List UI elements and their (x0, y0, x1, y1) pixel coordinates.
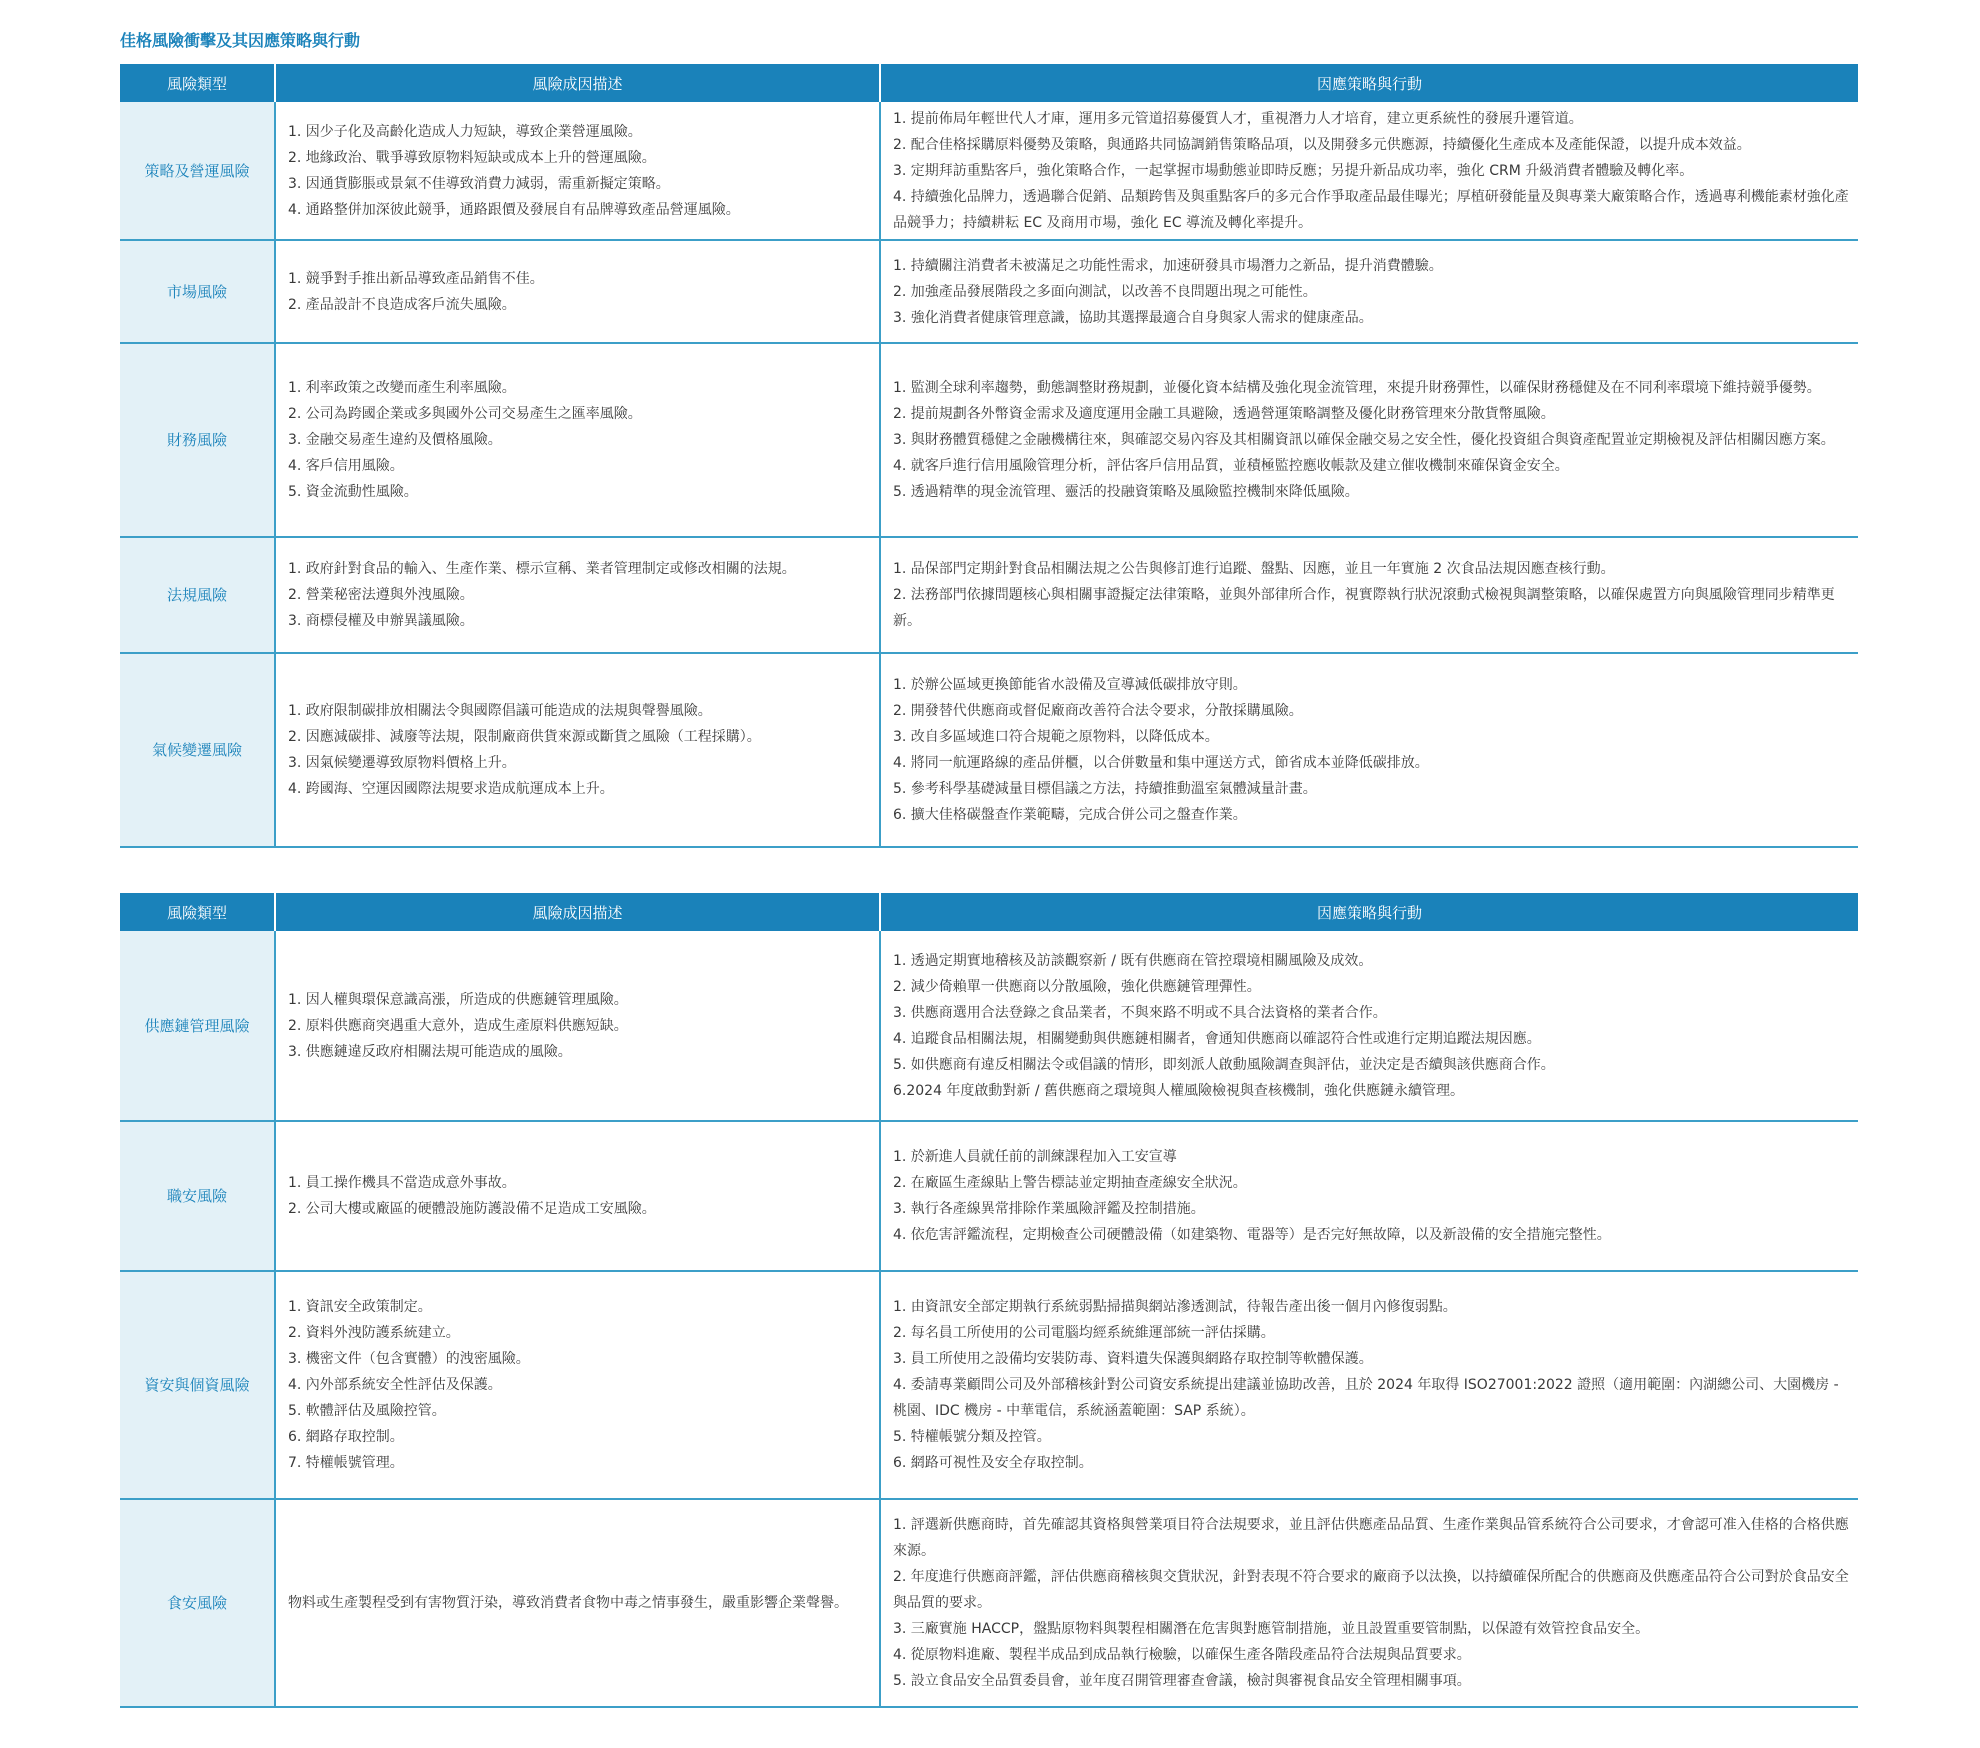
strategy-cell (880, 240, 1858, 343)
risk-cause-item: 1. 員工操作機具不當造成意外事故。 (288, 1175, 516, 1191)
table-row (120, 931, 1858, 1121)
risk-type-cell: 氣候變遷風險 (120, 653, 275, 847)
strategy-cell (880, 653, 1858, 847)
risk-cause-item: 1. 政府限制碳排放相關法令與國際倡議可能造成的法規與聲譽風險。 (288, 703, 712, 719)
risk-cause-item: 4. 客戶信用風險。 (288, 458, 404, 474)
risk-cause-item: 2. 地緣政治、戰爭導致原物料短缺或成本上升的營運風險。 (288, 149, 656, 166)
risk-cause-item: 4. 內外部系統安全性評估及保護。 (288, 1377, 502, 1393)
table-header-row (120, 64, 1858, 102)
table-row (120, 102, 1858, 240)
risk-cause-item: 7. 特權帳號管理。 (288, 1455, 404, 1471)
strategy-cell (880, 102, 1858, 240)
strategy-item: 1. 透過定期實地稽核及訪談觀察新 / 既有供應商在管控環境相關風險及成效。 (893, 952, 1373, 969)
risk-cause-item: 1. 因少子化及高齡化造成人力短缺，導致企業營運風險。 (288, 123, 642, 140)
risk-cause-item: 2. 資料外洩防護系統建立。 (288, 1325, 460, 1341)
header-strategy: 因應策略與行動 (880, 893, 1858, 931)
table-row (120, 537, 1858, 653)
strategy-item: 4. 將同一航運路線的產品併櫃，以合併數量和集中運送方式，節省成本並降低碳排放。 (893, 755, 1429, 771)
risk-cause-item: 2. 因應減碳排、減廢等法規，限制廠商供貨來源或斷貨之風險（工程採購）。 (288, 729, 761, 745)
strategy-item: 3. 強化消費者健康管理意識，協助其選擇最適合自身與家人需求的健康產品。 (893, 309, 1373, 326)
risk-cause-cell (275, 931, 880, 1121)
strategy-item: 4. 持續強化品牌力，透過聯合促銷、品類跨售及與重點客戶的多元合作爭取產品最佳曝光；厚植研發能量及與專業大廠策略合作，透過專利機能素材強化產品競爭力；持續耕耘 EC 及商用市場，強化 EC 導流及轉化率提升。 (893, 188, 1849, 231)
risk-table-1 (120, 64, 1858, 848)
strategy-item: 6. 網路可視性及安全存取控制。 (893, 1455, 1093, 1471)
strategy-cell (880, 1499, 1858, 1707)
risk-cause-cell (275, 1121, 880, 1271)
strategy-item: 3. 定期拜訪重點客戶，強化策略合作，一起掌握市場動態並即時反應；另提升新品成功率，強化 CRM 升級消費者體驗及轉化率。 (893, 162, 1694, 179)
risk-cause-item: 3. 金融交易產生違約及價格風險。 (288, 432, 502, 448)
risk-cause-item: 2. 公司為跨國企業或多與國外公司交易產生之匯率風險。 (288, 406, 642, 422)
risk-cause-cell (275, 1271, 880, 1499)
risk-cause-item: 3. 因氣候變遷導致原物料價格上升。 (288, 755, 516, 771)
strategy-item: 6. 擴大佳格碳盤查作業範疇，完成合併公司之盤查作業。 (893, 807, 1247, 823)
strategy-item: 1. 監測全球利率趨勢，動態調整財務規劃，並優化資本結構及強化現金流管理，來提升財務彈性，以確保財務穩健及在不同利率環境下維持競爭優勢。 (893, 380, 1821, 396)
risk-cause-item: 3. 因通貨膨脹或景氣不佳導致消費力減弱，需重新擬定策略。 (288, 175, 670, 192)
strategy-item: 4. 從原物料進廠、製程半成品到成品執行檢驗，以確保生產各階段產品符合法規與品質要求。 (893, 1647, 1471, 1663)
risk-type-cell: 資安與個資風險 (120, 1271, 275, 1499)
risk-cause-cell (275, 102, 880, 240)
table-row (120, 1121, 1858, 1271)
strategy-cell (880, 1121, 1858, 1271)
table-row (120, 240, 1858, 343)
risk-type-cell: 策略及營運風險 (120, 102, 275, 240)
strategy-item: 2. 年度進行供應商評鑑，評估供應商稽核與交貨狀況，針對表現不符合要求的廠商予以汰換，以持續確保所配合的供應商及供應產品符合公司對於食品安全與品質的要求。 (893, 1569, 1849, 1611)
strategy-item: 5. 設立食品安全品質委員會，並年度召開管理審查會議，檢討與審視食品安全管理相關事項。 (893, 1673, 1471, 1689)
risk-cause-item: 5. 資金流動性風險。 (288, 484, 418, 500)
strategy-item: 1. 評選新供應商時，首先確認其資格與營業項目符合法規要求，並且評估供應產品品質、生產作業與品管系統符合公司要求，才會認可准入佳格的合格供應來源。 (893, 1517, 1849, 1559)
risk-cause-item: 1. 競爭對手推出新品導致產品銷售不佳。 (288, 270, 544, 287)
strategy-item: 6.2024 年度啟動對新 / 舊供應商之環境與人權風險檢視與查核機制，強化供應鏈永續管理。 (893, 1082, 1465, 1099)
table-row (120, 343, 1858, 537)
strategy-item: 4. 就客戶進行信用風險管理分析，評估客戶信用品質，並積極監控應收帳款及建立催收機制來確保資金安全。 (893, 458, 1569, 474)
strategy-cell (880, 931, 1858, 1121)
header-risk-cause: 風險成因描述 (275, 893, 880, 931)
strategy-item: 2. 提前規劃各外幣資金需求及適度運用金融工具避險，透過營運策略調整及優化財務管理來分散貨幣風險。 (893, 406, 1555, 422)
header-risk-type: 風險類型 (120, 893, 275, 931)
risk-type-cell: 職安風險 (120, 1121, 275, 1271)
risk-cause-item: 2. 營業秘密法遵與外洩風險。 (288, 587, 474, 603)
strategy-item: 3. 供應商選用合法登錄之食品業者，不與來路不明或不具合法資格的業者合作。 (893, 1004, 1387, 1021)
table-row (120, 1271, 1858, 1499)
risk-cause-item: 2. 公司大樓或廠區的硬體設施防護設備不足造成工安風險。 (288, 1201, 656, 1217)
strategy-item: 5. 參考科學基礎減量目標倡議之方法，持續推動溫室氣體減量計畫。 (893, 781, 1317, 797)
risk-cause-item: 3. 供應鏈違反政府相關法規可能造成的風險。 (288, 1043, 572, 1060)
risk-cause-cell (275, 1499, 880, 1707)
strategy-cell (880, 343, 1858, 537)
strategy-item: 2. 配合佳格採購原料優勢及策略，與通路共同協調銷售策略品項，以及開發多元供應源，持續優化生產成本及產能保證，以提升成本效益。 (893, 136, 1751, 153)
strategy-item: 3. 與財務體質穩健之金融機構往來，與確認交易內容及其相關資訊以確保金融交易之安全性，優化投資組合與資產配置並定期檢視及評估相關因應方案。 (893, 432, 1835, 448)
risk-type-cell: 法規風險 (120, 537, 275, 653)
risk-cause-item: 3. 機密文件（包含實體）的洩密風險。 (288, 1351, 530, 1367)
risk-cause-item: 1. 利率政策之改變而產生利率風險。 (288, 380, 516, 396)
header-strategy: 因應策略與行動 (880, 64, 1858, 102)
risk-cause-item: 1. 政府針對食品的輸入、生產作業、標示宣稱、業者管理制定或修改相關的法規。 (288, 561, 796, 577)
strategy-item: 3. 改自多區域進口符合規範之原物料，以降低成本。 (893, 729, 1219, 745)
table-header-row (120, 893, 1858, 931)
risk-cause-item: 1. 資訊安全政策制定。 (288, 1299, 432, 1315)
strategy-item: 1. 提前佈局年輕世代人才庫，運用多元管道招募優質人才，重視潛力人才培育，建立更系統性的發展升遷管道。 (893, 110, 1583, 127)
strategy-item: 5. 特權帳號分類及控管。 (893, 1429, 1051, 1445)
risk-cause-cell (275, 653, 880, 847)
strategy-item: 2. 開發替代供應商或督促廠商改善符合法令要求，分散採購風險。 (893, 703, 1303, 719)
risk-cause-cell (275, 537, 880, 653)
table-row (120, 1499, 1858, 1707)
risk-cause-cell (275, 240, 880, 343)
risk-cause-item: 2. 原料供應商突遇重大意外，造成生產原料供應短缺。 (288, 1017, 628, 1034)
strategy-item: 1. 品保部門定期針對食品相關法規之公告與修訂進行追蹤、盤點、因應，並且一年實施 2 次食品法規因應查核行動。 (893, 561, 1615, 577)
strategy-item: 2. 加強產品發展階段之多面向測試，以改善不良問題出現之可能性。 (893, 283, 1317, 300)
risk-type-cell: 財務風險 (120, 343, 275, 537)
strategy-item: 3. 三廠實施 HACCP，盤點原物料與製程相關潛在危害與對應管制措施，並且設置重要管制點，以保證有效管控食品安全。 (893, 1621, 1650, 1637)
risk-cause-item: 物料或生產製程受到有害物質汙染，導致消費者食物中毒之情事發生，嚴重影響企業聲譽。 (288, 1595, 848, 1611)
risk-type-cell: 供應鏈管理風險 (120, 931, 275, 1121)
strategy-item: 1. 於辦公區域更換節能省水設備及宣導減低碳排放守則。 (893, 677, 1247, 693)
strategy-cell (880, 1271, 1858, 1499)
strategy-item: 4. 追蹤食品相關法規，相關變動與供應鏈相關者，會通知供應商以確認符合性或進行定期追蹤法規因應。 (893, 1030, 1541, 1047)
risk-cause-item: 4. 跨國海、空運因國際法規要求造成航運成本上升。 (288, 781, 614, 797)
strategy-cell (880, 537, 1858, 653)
risk-cause-item: 6. 網路存取控制。 (288, 1429, 404, 1445)
table-row (120, 653, 1858, 847)
risk-type-cell: 食安風險 (120, 1499, 275, 1707)
risk-cause-item: 5. 軟體評估及風險控管。 (288, 1403, 446, 1419)
strategy-item: 2. 在廠區生產線貼上警告標誌並定期抽查產線安全狀況。 (893, 1175, 1247, 1191)
header-risk-type: 風險類型 (120, 64, 275, 102)
risk-type-cell: 市場風險 (120, 240, 275, 343)
strategy-item: 1. 由資訊安全部定期執行系統弱點掃描與網站滲透測試，待報告產出後一個月內修復弱點。 (893, 1299, 1457, 1315)
strategy-item: 2. 減少倚賴單一供應商以分散風險，強化供應鏈管理彈性。 (893, 978, 1261, 995)
strategy-item: 4. 依危害評鑑流程，定期檢查公司硬體設備（如建築物、電器等）是否完好無故障，以及新設備的安全措施完整性。 (893, 1227, 1611, 1243)
risk-cause-item: 1. 因人權與環保意識高漲，所造成的供應鏈管理風險。 (288, 991, 628, 1008)
header-risk-cause: 風險成因描述 (275, 64, 880, 102)
strategy-item: 1. 持續關注消費者未被滿足之功能性需求，加速研發具市場潛力之新品，提升消費體驗。 (893, 257, 1443, 274)
strategy-item: 1. 於新進人員就任前的訓練課程加入工安宣導 (893, 1149, 1177, 1165)
strategy-item: 3. 執行各產線異常排除作業風險評鑑及控制措施。 (893, 1201, 1205, 1217)
risk-cause-item: 2. 產品設計不良造成客戶流失風險。 (288, 296, 516, 313)
risk-cause-cell (275, 343, 880, 537)
strategy-item: 5. 透過精準的現金流管理、靈活的投融資策略及風險監控機制來降低風險。 (893, 484, 1359, 500)
strategy-item: 2. 每名員工所使用的公司電腦均經系統維運部統一評估採購。 (893, 1325, 1275, 1341)
risk-table-2 (120, 893, 1858, 1708)
strategy-item: 4. 委請專業顧問公司及外部稽核針對公司資安系統提出建議並協助改善，且於 2024 年取得 ISO27001:2022 證照（適用範圍：內湖總公司、大園機房 - 桃園、IDC 機房 - 中華電信，系統涵蓋範圍：SAP 系統）。 (893, 1377, 1839, 1419)
strategy-item: 2. 法務部門依據問題核心與相關事證擬定法律策略，並與外部律所合作，視實際執行狀況滾動式檢視與調整策略，以確保處置方向與風險管理同步精準更新。 (893, 587, 1835, 629)
risk-cause-item: 4. 通路整併加深彼此競爭，通路跟價及發展自有品牌導致產品營運風險。 (288, 201, 740, 218)
risk-cause-item: 3. 商標侵權及申辦異議風險。 (288, 613, 474, 629)
strategy-item: 5. 如供應商有違反相關法令或倡議的情形，即刻派人啟動風險調查與評估，並決定是否續與該供應商合作。 (893, 1056, 1555, 1073)
page-title: 佳格風險衝擊及其因應策略與行動 (120, 31, 361, 50)
strategy-item: 3. 員工所使用之設備均安裝防毒、資料遺失保護與網路存取控制等軟體保護。 (893, 1351, 1373, 1367)
